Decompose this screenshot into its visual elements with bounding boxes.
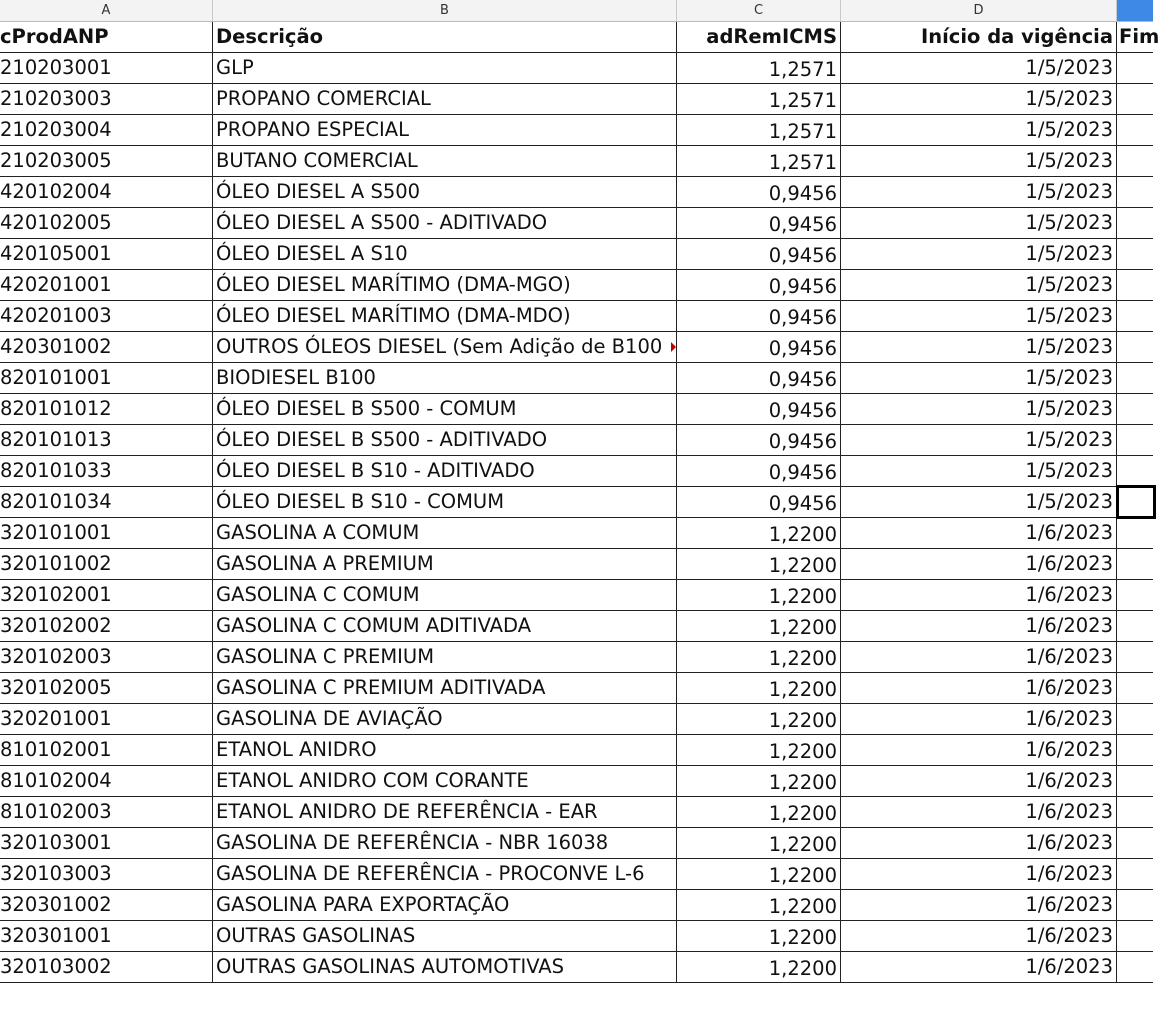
cell-fim[interactable] — [1117, 859, 1153, 889]
cell-descricao[interactable]: ETANOL ANIDRO COM CORANTE — [213, 766, 677, 796]
cell-adremicms[interactable]: 1,2200 — [677, 642, 841, 672]
table-row — [0, 642, 1153, 673]
cell-fim[interactable] — [1117, 673, 1153, 703]
table-row — [0, 890, 1153, 921]
cell-descricao[interactable]: OUTRAS GASOLINAS — [213, 921, 677, 951]
cell-descricao[interactable]: ÓLEO DIESEL B S10 - COMUM — [213, 487, 677, 517]
cell-inicio-vigencia[interactable]: 1/6/2023 — [841, 921, 1117, 951]
table-row — [0, 84, 1153, 115]
column-header-b[interactable]: B — [213, 0, 677, 22]
cell-inicio-vigencia[interactable]: 1/6/2023 — [841, 611, 1117, 641]
table-row — [0, 549, 1153, 580]
table-row — [0, 859, 1153, 890]
table-row — [0, 921, 1153, 952]
cell-fim[interactable] — [1117, 177, 1153, 207]
cell-descricao[interactable]: ÓLEO DIESEL MARÍTIMO (DMA-MDO) — [213, 301, 677, 331]
cell-cprodanp[interactable]: 420201003 — [0, 301, 213, 331]
cell-inicio-vigencia[interactable]: 1/5/2023 — [841, 394, 1117, 424]
cell-fim[interactable] — [1117, 735, 1153, 765]
cell-adremicms[interactable]: 1,2200 — [677, 952, 841, 982]
cell-adremicms[interactable]: 1,2200 — [677, 611, 841, 641]
cell-descricao[interactable]: GASOLINA C PREMIUM — [213, 642, 677, 672]
table-row — [0, 146, 1153, 177]
cell-cprodanp[interactable]: 820101001 — [0, 363, 213, 393]
cell-fim[interactable] — [1117, 84, 1153, 114]
cell-descricao[interactable]: GASOLINA C COMUM ADITIVADA — [213, 611, 677, 641]
table-row — [0, 456, 1153, 487]
cell-inicio-vigencia[interactable]: 1/5/2023 — [841, 53, 1117, 83]
cell-inicio-vigencia[interactable]: 1/5/2023 — [841, 456, 1117, 486]
cell-descricao[interactable]: PROPANO COMERCIAL — [213, 84, 677, 114]
cell-fim[interactable] — [1117, 797, 1153, 827]
cell-inicio-vigencia[interactable]: 1/6/2023 — [841, 518, 1117, 548]
cell-adremicms[interactable]: 1,2200 — [677, 921, 841, 951]
table-row — [0, 53, 1153, 84]
cell-inicio-vigencia[interactable]: 1/6/2023 — [841, 735, 1117, 765]
cell-adremicms[interactable]: 0,9456 — [677, 208, 841, 238]
table-row — [0, 766, 1153, 797]
cell-descricao[interactable]: PROPANO ESPECIAL — [213, 115, 677, 145]
cell-cprodanp[interactable]: 320101001 — [0, 518, 213, 548]
cell-descricao[interactable]: ÓLEO DIESEL B S500 - COMUM — [213, 394, 677, 424]
cell-fim[interactable] — [1117, 53, 1153, 83]
cell-adremicms[interactable]: 1,2200 — [677, 673, 841, 703]
cell-fim[interactable] — [1117, 611, 1153, 641]
cell-fim[interactable] — [1117, 828, 1153, 858]
cell-cprodanp[interactable]: 420102005 — [0, 208, 213, 238]
cell-descricao[interactable]: ÓLEO DIESEL A S500 - ADITIVADO — [213, 208, 677, 238]
cell-adremicms[interactable]: 0,9456 — [677, 301, 841, 331]
cell-descricao[interactable]: GASOLINA A COMUM — [213, 518, 677, 548]
cell-inicio-vigencia[interactable]: 1/5/2023 — [841, 208, 1117, 238]
cell-cprodanp[interactable]: 420301002 — [0, 332, 213, 362]
cell-adremicms[interactable]: 1,2200 — [677, 797, 841, 827]
selected-cell-cursor — [1116, 485, 1156, 519]
cell-adremicms[interactable]: 1,2200 — [677, 890, 841, 920]
cell-descricao[interactable]: ÓLEO DIESEL B S500 - ADITIVADO — [213, 425, 677, 455]
cell-descricao[interactable]: ÓLEO DIESEL A S10 — [213, 239, 677, 269]
cell-cprodanp[interactable]: 320102002 — [0, 611, 213, 641]
column-header-d[interactable]: D — [841, 0, 1117, 22]
cell-adremicms[interactable]: 1,2571 — [677, 53, 841, 83]
table-row — [0, 797, 1153, 828]
cell-inicio-vigencia[interactable]: 1/6/2023 — [841, 673, 1117, 703]
cell-fim[interactable] — [1117, 921, 1153, 951]
table-row — [0, 673, 1153, 704]
cell-fim[interactable] — [1117, 766, 1153, 796]
cell-fim[interactable] — [1117, 115, 1153, 145]
column-header-e[interactable] — [1117, 0, 1153, 22]
cell-inicio-vigencia[interactable]: 1/6/2023 — [841, 952, 1117, 982]
cell-adremicms[interactable]: 1,2571 — [677, 84, 841, 114]
cell-adremicms[interactable]: 1,2200 — [677, 518, 841, 548]
text-overflow-arrow-icon — [671, 342, 676, 352]
table-row — [0, 177, 1153, 208]
cell-descricao[interactable]: BUTANO COMERCIAL — [213, 146, 677, 176]
cell-inicio-vigencia[interactable]: 1/5/2023 — [841, 425, 1117, 455]
cell-cprodanp[interactable]: 320103002 — [0, 952, 213, 982]
cell-descricao[interactable]: GASOLINA DE REFERÊNCIA - NBR 16038 — [213, 828, 677, 858]
table-row — [0, 580, 1153, 611]
cell-adremicms[interactable]: 0,9456 — [677, 363, 841, 393]
cell-inicio-vigencia[interactable]: 1/6/2023 — [841, 797, 1117, 827]
cell-descricao[interactable]: ETANOL ANIDRO DE REFERÊNCIA - EAR — [213, 797, 677, 827]
cell-adremicms[interactable]: 0,9456 — [677, 487, 841, 517]
cell-inicio-vigencia[interactable]: 1/6/2023 — [841, 642, 1117, 672]
header-row — [0, 22, 1159, 53]
cell-descricao[interactable]: GASOLINA C COMUM — [213, 580, 677, 610]
cell-descricao[interactable]: OUTROS ÓLEOS DIESEL (Sem Adição de B100 — [213, 332, 677, 362]
cell-descricao[interactable]: GASOLINA DE AVIAÇÃO — [213, 704, 677, 734]
cell-fim[interactable] — [1117, 394, 1153, 424]
header-cell-cprodanp[interactable]: cProdANP — [0, 22, 213, 52]
cell-inicio-vigencia[interactable]: 1/6/2023 — [841, 549, 1117, 579]
cell-inicio-vigencia[interactable]: 1/6/2023 — [841, 859, 1117, 889]
cell-cprodanp[interactable]: 810102004 — [0, 766, 213, 796]
cell-descricao[interactable]: GLP — [213, 53, 677, 83]
cell-fim[interactable] — [1117, 208, 1153, 238]
table-row — [0, 952, 1153, 983]
cell-cprodanp[interactable]: 420102004 — [0, 177, 213, 207]
cell-fim[interactable] — [1117, 518, 1153, 548]
cell-fim[interactable] — [1117, 363, 1153, 393]
cell-adremicms[interactable]: 1,2200 — [677, 735, 841, 765]
table-row — [0, 115, 1153, 146]
table-row — [0, 425, 1153, 456]
column-header-c[interactable]: C — [677, 0, 841, 22]
table-row — [0, 208, 1153, 239]
header-cell-descricao[interactable]: Descrição — [213, 22, 677, 52]
cell-cprodanp[interactable]: 320201001 — [0, 704, 213, 734]
cell-cprodanp[interactable]: 820101034 — [0, 487, 213, 517]
cell-cprodanp[interactable]: 420105001 — [0, 239, 213, 269]
cell-cprodanp[interactable]: 820101013 — [0, 425, 213, 455]
cell-inicio-vigencia[interactable]: 1/5/2023 — [841, 332, 1117, 362]
cell-fim[interactable] — [1117, 239, 1153, 269]
cell-descricao[interactable]: GASOLINA PARA EXPORTAÇÃO — [213, 890, 677, 920]
cell-adremicms[interactable]: 1,2571 — [677, 115, 841, 145]
table-row — [0, 487, 1153, 518]
cell-cprodanp[interactable]: 320103001 — [0, 828, 213, 858]
cell-adremicms[interactable]: 0,9456 — [677, 394, 841, 424]
cell-inicio-vigencia[interactable]: 1/5/2023 — [841, 239, 1117, 269]
cell-fim[interactable] — [1117, 580, 1153, 610]
table-row — [0, 735, 1153, 766]
cell-fim[interactable] — [1117, 704, 1153, 734]
cell-cprodanp[interactable]: 320301002 — [0, 890, 213, 920]
cell-cprodanp[interactable]: 320301001 — [0, 921, 213, 951]
cell-fim[interactable] — [1117, 549, 1153, 579]
cell-adremicms[interactable]: 1,2200 — [677, 859, 841, 889]
cell-adremicms[interactable]: 0,9456 — [677, 332, 841, 362]
cell-cprodanp[interactable]: 420201001 — [0, 270, 213, 300]
cell-cprodanp[interactable]: 210203001 — [0, 53, 213, 83]
cell-cprodanp[interactable]: 210203004 — [0, 115, 213, 145]
cell-inicio-vigencia[interactable]: 1/5/2023 — [841, 363, 1117, 393]
cell-inicio-vigencia[interactable]: 1/5/2023 — [841, 146, 1117, 176]
table-row — [0, 363, 1153, 394]
cell-descricao[interactable]: ÓLEO DIESEL A S500 — [213, 177, 677, 207]
cell-adremicms[interactable]: 0,9456 — [677, 270, 841, 300]
cell-fim[interactable] — [1117, 952, 1153, 982]
cell-cprodanp[interactable]: 210203003 — [0, 84, 213, 114]
cell-fim[interactable] — [1117, 270, 1153, 300]
cell-descricao[interactable]: BIODIESEL B100 — [213, 363, 677, 393]
cell-fim[interactable] — [1117, 456, 1153, 486]
cell-inicio-vigencia[interactable]: 1/5/2023 — [841, 270, 1117, 300]
cell-descricao[interactable]: GASOLINA A PREMIUM — [213, 549, 677, 579]
table-row — [0, 394, 1153, 425]
table-row — [0, 301, 1153, 332]
cell-adremicms[interactable]: 0,9456 — [677, 456, 841, 486]
cell-adremicms[interactable]: 1,2200 — [677, 766, 841, 796]
cell-cprodanp[interactable]: 320102003 — [0, 642, 213, 672]
cell-fim[interactable] — [1117, 425, 1153, 455]
cell-descricao[interactable]: GASOLINA C PREMIUM ADITIVADA — [213, 673, 677, 703]
cell-inicio-vigencia[interactable]: 1/5/2023 — [841, 487, 1117, 517]
cell-fim[interactable] — [1117, 332, 1153, 362]
cell-cprodanp[interactable]: 820101012 — [0, 394, 213, 424]
cell-cprodanp[interactable]: 820101033 — [0, 456, 213, 486]
cell-adremicms[interactable]: 1,2200 — [677, 704, 841, 734]
cell-fim[interactable] — [1117, 642, 1153, 672]
cell-adremicms[interactable]: 0,9456 — [677, 177, 841, 207]
cell-inicio-vigencia[interactable]: 1/6/2023 — [841, 580, 1117, 610]
cell-cprodanp[interactable]: 320102005 — [0, 673, 213, 703]
table-row — [0, 332, 1153, 363]
cell-descricao[interactable]: ÓLEO DIESEL MARÍTIMO (DMA-MGO) — [213, 270, 677, 300]
cell-inicio-vigencia[interactable]: 1/6/2023 — [841, 704, 1117, 734]
cell-fim[interactable] — [1117, 146, 1153, 176]
header-cell-inicio-vigencia[interactable]: Início da vigência — [841, 22, 1117, 52]
table-row — [0, 239, 1153, 270]
table-row — [0, 518, 1153, 549]
cell-inicio-vigencia[interactable]: 1/5/2023 — [841, 301, 1117, 331]
cell-descricao[interactable]: OUTRAS GASOLINAS AUTOMOTIVAS — [213, 952, 677, 982]
cell-adremicms[interactable]: 0,9456 — [677, 239, 841, 269]
cell-adremicms[interactable]: 0,9456 — [677, 425, 841, 455]
cell-fim[interactable] — [1117, 301, 1153, 331]
cell-inicio-vigencia[interactable]: 1/5/2023 — [841, 115, 1117, 145]
header-cell-adremicms[interactable]: adRemICMS — [677, 22, 841, 52]
cell-adremicms[interactable]: 1,2200 — [677, 549, 841, 579]
cell-fim[interactable] — [1117, 890, 1153, 920]
cell-cprodanp[interactable]: 320103003 — [0, 859, 213, 889]
cell-inicio-vigencia[interactable]: 1/6/2023 — [841, 828, 1117, 858]
cell-inicio-vigencia[interactable]: 1/5/2023 — [841, 177, 1117, 207]
cell-inicio-vigencia[interactable]: 1/6/2023 — [841, 890, 1117, 920]
table-row — [0, 704, 1153, 735]
cell-descricao[interactable]: ÓLEO DIESEL B S10 - ADITIVADO — [213, 456, 677, 486]
table-row — [0, 828, 1153, 859]
cell-cprodanp[interactable]: 810102003 — [0, 797, 213, 827]
cell-inicio-vigencia[interactable]: 1/6/2023 — [841, 766, 1117, 796]
header-cell-fim[interactable]: Fim — [1119, 25, 1159, 48]
table-row — [0, 270, 1153, 301]
table-row — [0, 611, 1153, 642]
cell-adremicms[interactable]: 1,2200 — [677, 580, 841, 610]
cell-descricao[interactable]: GASOLINA DE REFERÊNCIA - PROCONVE L-6 — [213, 859, 677, 889]
cell-adremicms[interactable]: 1,2571 — [677, 146, 841, 176]
cell-cprodanp[interactable]: 320102001 — [0, 580, 213, 610]
cell-descricao[interactable]: ETANOL ANIDRO — [213, 735, 677, 765]
cell-inicio-vigencia[interactable]: 1/5/2023 — [841, 84, 1117, 114]
cell-cprodanp[interactable]: 210203005 — [0, 146, 213, 176]
column-header-a[interactable]: A — [0, 0, 213, 22]
cell-adremicms[interactable]: 1,2200 — [677, 828, 841, 858]
cell-cprodanp[interactable]: 810102001 — [0, 735, 213, 765]
cell-cprodanp[interactable]: 320101002 — [0, 549, 213, 579]
